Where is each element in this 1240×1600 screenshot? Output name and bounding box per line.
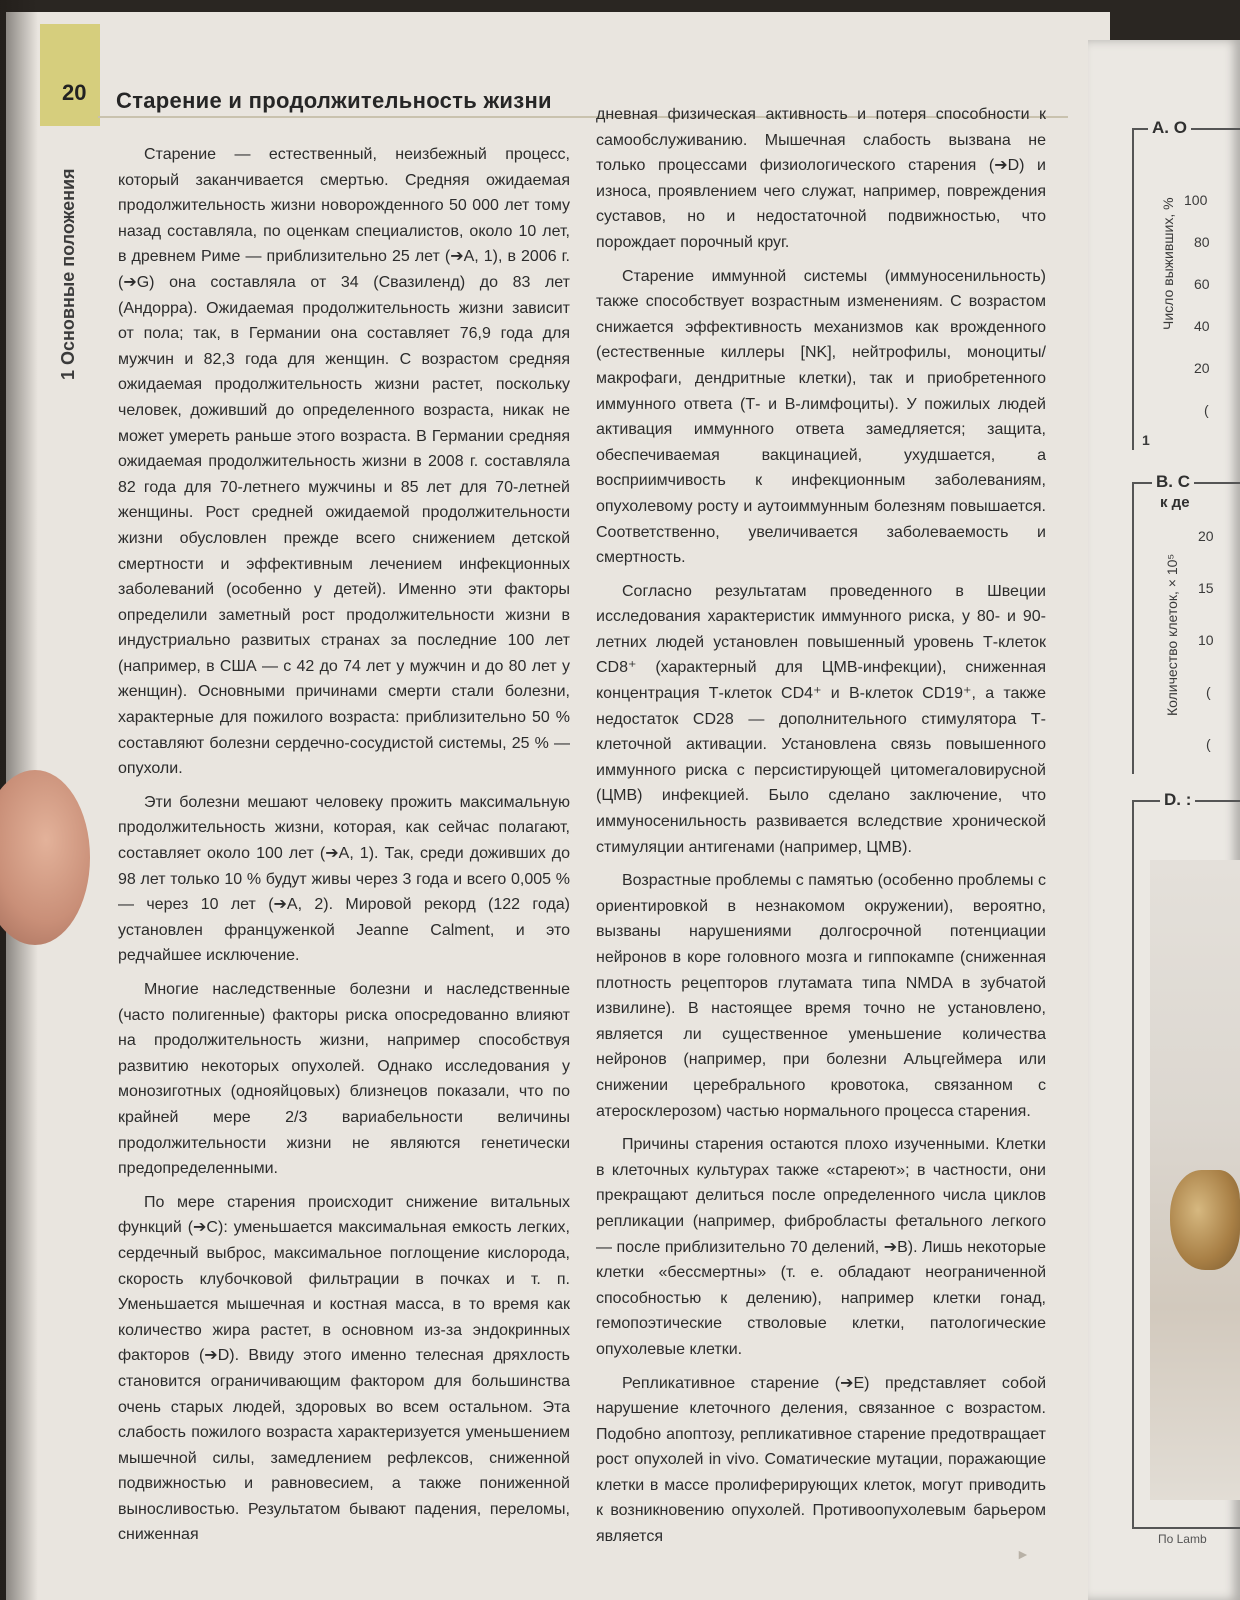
paragraph: Репликативное старение (➔E) представляет собой нарушение клеточного деления, связанное с возрастом. Подобно апоптозу, репликативное старение предотвращает рост опухолей in vivo. Соматические мутации, поражающие клетки в массе пролиферирующих клеток, могут приводить к возникновению опухолей. Противоопухолевым барьером является (596, 1374, 1046, 1546)
figure-d-title: D. : (1160, 790, 1195, 810)
chapter-tab (40, 24, 100, 126)
paragraph: Старение иммунной системы (иммуносенильность) также способствует возрастным изменениям. С возрастом снижается эффективность механизмов как врожденного (естественные киллеры [NK], нейтрофилы, моноциты/макрофаги, дендритные клетки), так и приобретенного иммунного ответа (Т- и В-лимфоциты). У пожилых людей активация иммунного ответа замедляется; защита, обеспечиваемая вакцинацией, ухудшается, а восприимчивость к инфекционным заболеваниям, опухолевому росту и аутоиммунным болезням повышается. Соответственно, увеличивается заболеваемость и смертность. (596, 267, 1046, 567)
figure-a-tick: ( (1204, 402, 1209, 418)
figure-b-subtitle: к де (1156, 494, 1194, 511)
paragraph: Возрастные проблемы с памятью (особенно проблемы с ориентировкой в незнакомом окружении), вероятно, вызваны нарушениями долгосрочной потенциации нейронов в коре головного мозга и гиппокампе (сниженная плотность рецепторов глутамата типа NMDA в зубчатой извилине). В настоящее время точно не установлено, является ли существенное уменьшение количества нейронов (например, при болезни Альцгеймера или снижении церебрального кровотока, связанном с атеросклерозом) частью нормального процесса старения. (596, 872, 1046, 1120)
paragraph: Причины старения остаются плохо изученными. Клетки в клеточных культурах также «стареют»; в частности, они прекращают делиться после определенного числа циклов репликации (например, фибробласты фетального легкого — после приблизительно 70 делений, ➔B). Лишь некоторые клетки «бессмертны» (т. е. обладают неограниченной способностью к делению), например клетки гонад, гемопоэтические стволовые клетки, патологические опухолевые клетки. (596, 1136, 1046, 1358)
figure-a-tick: 80 (1194, 234, 1210, 250)
paragraph: Старение — естественный, неизбежный процесс, который заканчивается смертью. Средняя ожидаемая продолжительность жизни новорожденного 50 000 лет тому назад составляла, по оценкам специалистов, около 10 лет, в древнем Риме — приблизительно 25 лет (➔A, 1), в 2006 г. (➔G) она составляла от 34 (Свазиленд) до 83 лет (Андорра). Ожидаемая продолжительность жизни зависит от пола; так, в Германии она составляет 76,9 года для мужчин и 82,3 года для женщин. С возрастом средняя ожидаемая продолжительность жизни растет, поскольку человек, доживший до определенного возраста, никак не может умереть раньше этого возраста. В Германии средняя ожидаемая продолжительность жизни в 2008 г. составляла 82 года для 70-летнего мужчины и 85 лет для 70-летней женщины. Рост средней ожидаемой продолжительности жизни обусловлен прежде всего снижением детской смертности и эффективным лечением инфекционных заболеваний (особенно у детей). Именно эти факторы определили заметный рост продолжительности жизни в индустриально развитых странах за последние 100 лет (например, в США — с 42 до 74 лет у мужчин и до 80 лет у женщин). Основными причинами смерти стали болезни, характерные для пожилого возраста: приблизительно 50 % составляют болезни сердечно-сосудистой системы, 25 % — опухоли. (118, 146, 570, 778)
figure-a-ylabel: Число выживших, % (1160, 197, 1176, 330)
figure-panel-a (1132, 128, 1240, 450)
page-title: Старение и продолжительность жизни (116, 88, 552, 113)
figure-a-title: A. O (1148, 118, 1191, 138)
figure-a-tick: 40 (1194, 318, 1210, 334)
figure-a-tick: 60 (1194, 276, 1210, 292)
chapter-label: 1 Основные положения (58, 168, 78, 380)
text-column-left (118, 142, 570, 1548)
figure-panel-b (1132, 482, 1240, 774)
next-page-arrow-icon: ► (1016, 1546, 1030, 1562)
paragraph: По мере старения происходит снижение витальных функций (➔C): уменьшается максимальная емкость легких, сердечный выброс, максимальное поглощение кислорода, скорость клубочковой фильтрации в почках и т. п. Уменьшается мышечная и костная масса, в то время как количество жира растет, в основном из-за эндокринных факторов (➔D). Ввиду этого именно телесная дряхлость становится ограничивающим фактором для большинства очень старых людей, здоровых во всем остальном. Эта слабость пожилого возраста характеризуется уменьшением мышечной силы, замедлением рефлексов, сниженной подвижностью и равновесием, а также пониженной выносливостью. Результатом бывают падения, переломы, сниженная (118, 1193, 570, 1544)
figure-b-tick: 20 (1198, 528, 1214, 544)
figure-b-tick: ( (1206, 736, 1211, 752)
paragraph: Многие наследственные болезни и наследственные (часто полигенные) факторы риска опосредованно влияют на продолжительность жизни, например способствуя развитию некоторых опухолей. Однако исследования у монозиготных (однояйцовых) близнецов показали, что по крайней мере 2/3 вариабельности величины продолжительности жизни не являются генетически предопределенными. (118, 981, 570, 1178)
paragraph: Согласно результатам проведенного в Швеции исследования характеристик иммунного риска, у 80- и 90-летних людей установлен повышенный уровень Т-клеток CD8⁺ (характерный для ЦМВ-инфекции), сниженная концентрация Т-клеток CD4⁺ и В-клеток CD19⁺, а также недостаток CD28 — дополнительного стимулятора Т-клеточной активации. Установлена связь повышенного иммунного риска с персистирующей цитомегаловирусной (ЦМВ) инфекцией. Было сделано заключение, что иммуносенильность развивается вследствие хронической стимуляции антигенами (например, ЦМВ). (596, 582, 1046, 856)
figure-b-ylabel: Количество клеток, × 10⁵ (1164, 553, 1180, 716)
figure-a-tick: 100 (1184, 192, 1208, 208)
figure-b-tick: 15 (1198, 580, 1214, 596)
figure-d-photo-object (1170, 1170, 1240, 1270)
figure-a-tick: 20 (1194, 360, 1210, 376)
figure-credit: По Lamb (1158, 1532, 1207, 1546)
figure-b-title: B. C (1152, 472, 1194, 492)
page-number: 20 (62, 80, 87, 105)
figure-a-marker: 1 (1142, 432, 1150, 448)
paragraph: Эти болезни мешают человеку прожить максимальную продолжительность жизни, которая, как сейчас полагают, составляет около 100 лет (➔A, 1). Так, среди доживших до 98 лет только 10 % будут живы через 3 года и всего 0,005 % — через 10 лет (➔A, 2). Мировой рекорд (122 года) установлен француженкой Jeanne Calment, и это редчайшее исключение. (118, 793, 570, 965)
text-column-right (596, 102, 1046, 1550)
figure-b-tick: 10 (1198, 632, 1214, 648)
figure-b-tick: ( (1206, 684, 1211, 700)
paragraph: дневная физическая активность и потеря способности к самообслуживанию. Мышечная слабость вызвана не только процессами физиологического старения (➔D) и износа, проявлением чего служат, например, повреждения суставов, но и недостаточной подвижностью, что порождает порочный круг. (596, 106, 1046, 251)
